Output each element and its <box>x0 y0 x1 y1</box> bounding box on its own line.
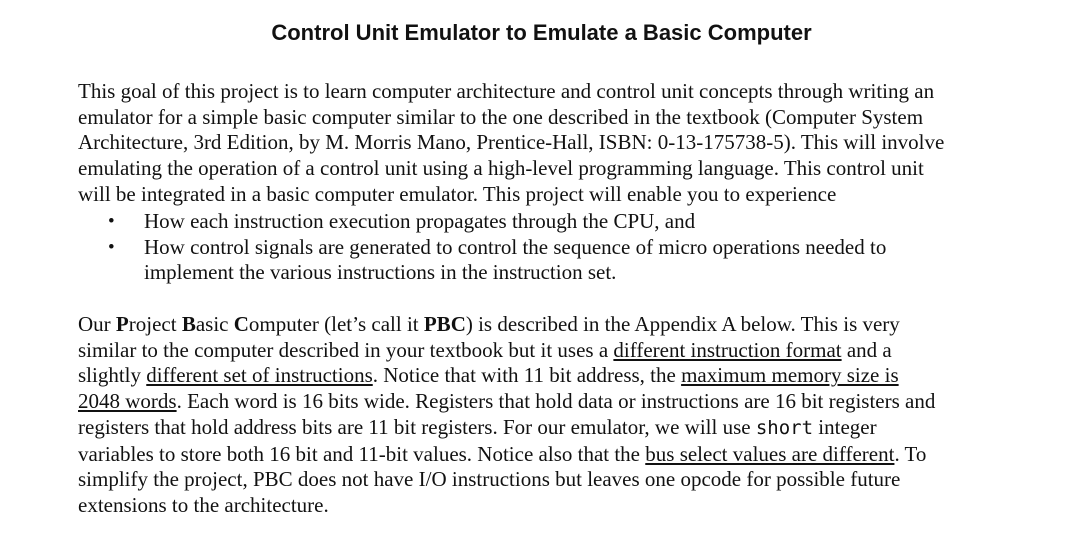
bold-acronym: PBC <box>423 312 466 336</box>
paragraph-line <box>78 363 1018 389</box>
paragraph-line <box>78 442 1018 468</box>
bold-letter: B <box>181 312 196 336</box>
text-span: ) is described in the Appendix A below. This is very <box>465 312 900 336</box>
bullet-text: implement the various instructions in the instruction set. <box>144 260 617 285</box>
page-title: Control Unit Emulator to Emulate a Basic Computer <box>271 20 812 45</box>
text-span: Our <box>78 312 116 336</box>
paragraph-line: extensions to the architecture. <box>78 492 329 517</box>
bullet-marker: • <box>108 211 115 232</box>
paragraph-line <box>78 415 1018 442</box>
text-span: . Each word is 16 bits wide. Registers that hold data or instructions are 16 bit registers and <box>176 389 936 414</box>
intro-line: emulating the operation of a control unit using a high-level programming language. This control unit <box>78 156 924 181</box>
paragraph-line <box>78 338 1018 364</box>
intro-line: Architecture, 3rd Edition, by M. Morris Mano, Prentice-Hall, ISBN: 0-13-175738-5). This will involve <box>78 130 945 155</box>
text-span: integer <box>813 414 877 439</box>
bullet-marker: • <box>108 236 115 258</box>
text-span: and a <box>841 337 892 362</box>
underlined-text: different instruction format <box>613 337 842 362</box>
paragraph-line <box>78 389 1018 415</box>
paragraph-line: simplify the project, PBC does not have I/O instructions but leaves one opcode for possible future <box>78 467 901 492</box>
code-snippet: short <box>755 416 814 439</box>
text-span: omputer (let’s call it <box>248 312 424 336</box>
underlined-text: 2048 words <box>78 389 177 414</box>
text-span: roject <box>128 312 182 336</box>
intro-line: emulator for a simple basic computer similar to the one described in the textbook (Computer System <box>78 104 924 129</box>
intro-paragraph <box>78 79 1018 208</box>
description-paragraph <box>78 312 1018 519</box>
bold-letter: C <box>233 312 249 336</box>
intro-line: This goal of this project is to learn computer architecture and control unit concepts through writing an <box>78 79 935 103</box>
text-span: slightly <box>78 363 147 388</box>
bullet-text: How control signals are generated to control the sequence of micro operations needed to <box>144 234 887 259</box>
list-item <box>78 235 1018 286</box>
text-span: . Notice that with 11 bit address, the <box>372 363 682 388</box>
text-span: registers that hold address bits are 11 bit registers. For our emulator, we will use <box>78 414 756 439</box>
intro-line: will be integrated in a basic computer emulator. This project will enable you to experience <box>78 181 837 206</box>
bullet-text: How each instruction execution propagates through the CPU, and <box>144 209 696 233</box>
text-span: asic <box>195 312 234 336</box>
bullet-list <box>78 209 1018 286</box>
underlined-text: bus select values are different <box>645 441 895 466</box>
underlined-text: different set of instructions <box>146 363 373 388</box>
list-item <box>78 209 1018 235</box>
text-span: variables to store both 16 bit and 11-bit values. Notice also that the <box>78 441 646 466</box>
paragraph-line <box>78 312 1018 338</box>
underlined-text: maximum memory size is <box>681 363 899 388</box>
text-span: . To <box>894 441 927 466</box>
text-span: similar to the computer described in your textbook but it uses a <box>78 337 614 362</box>
bold-letter: P <box>115 312 129 336</box>
